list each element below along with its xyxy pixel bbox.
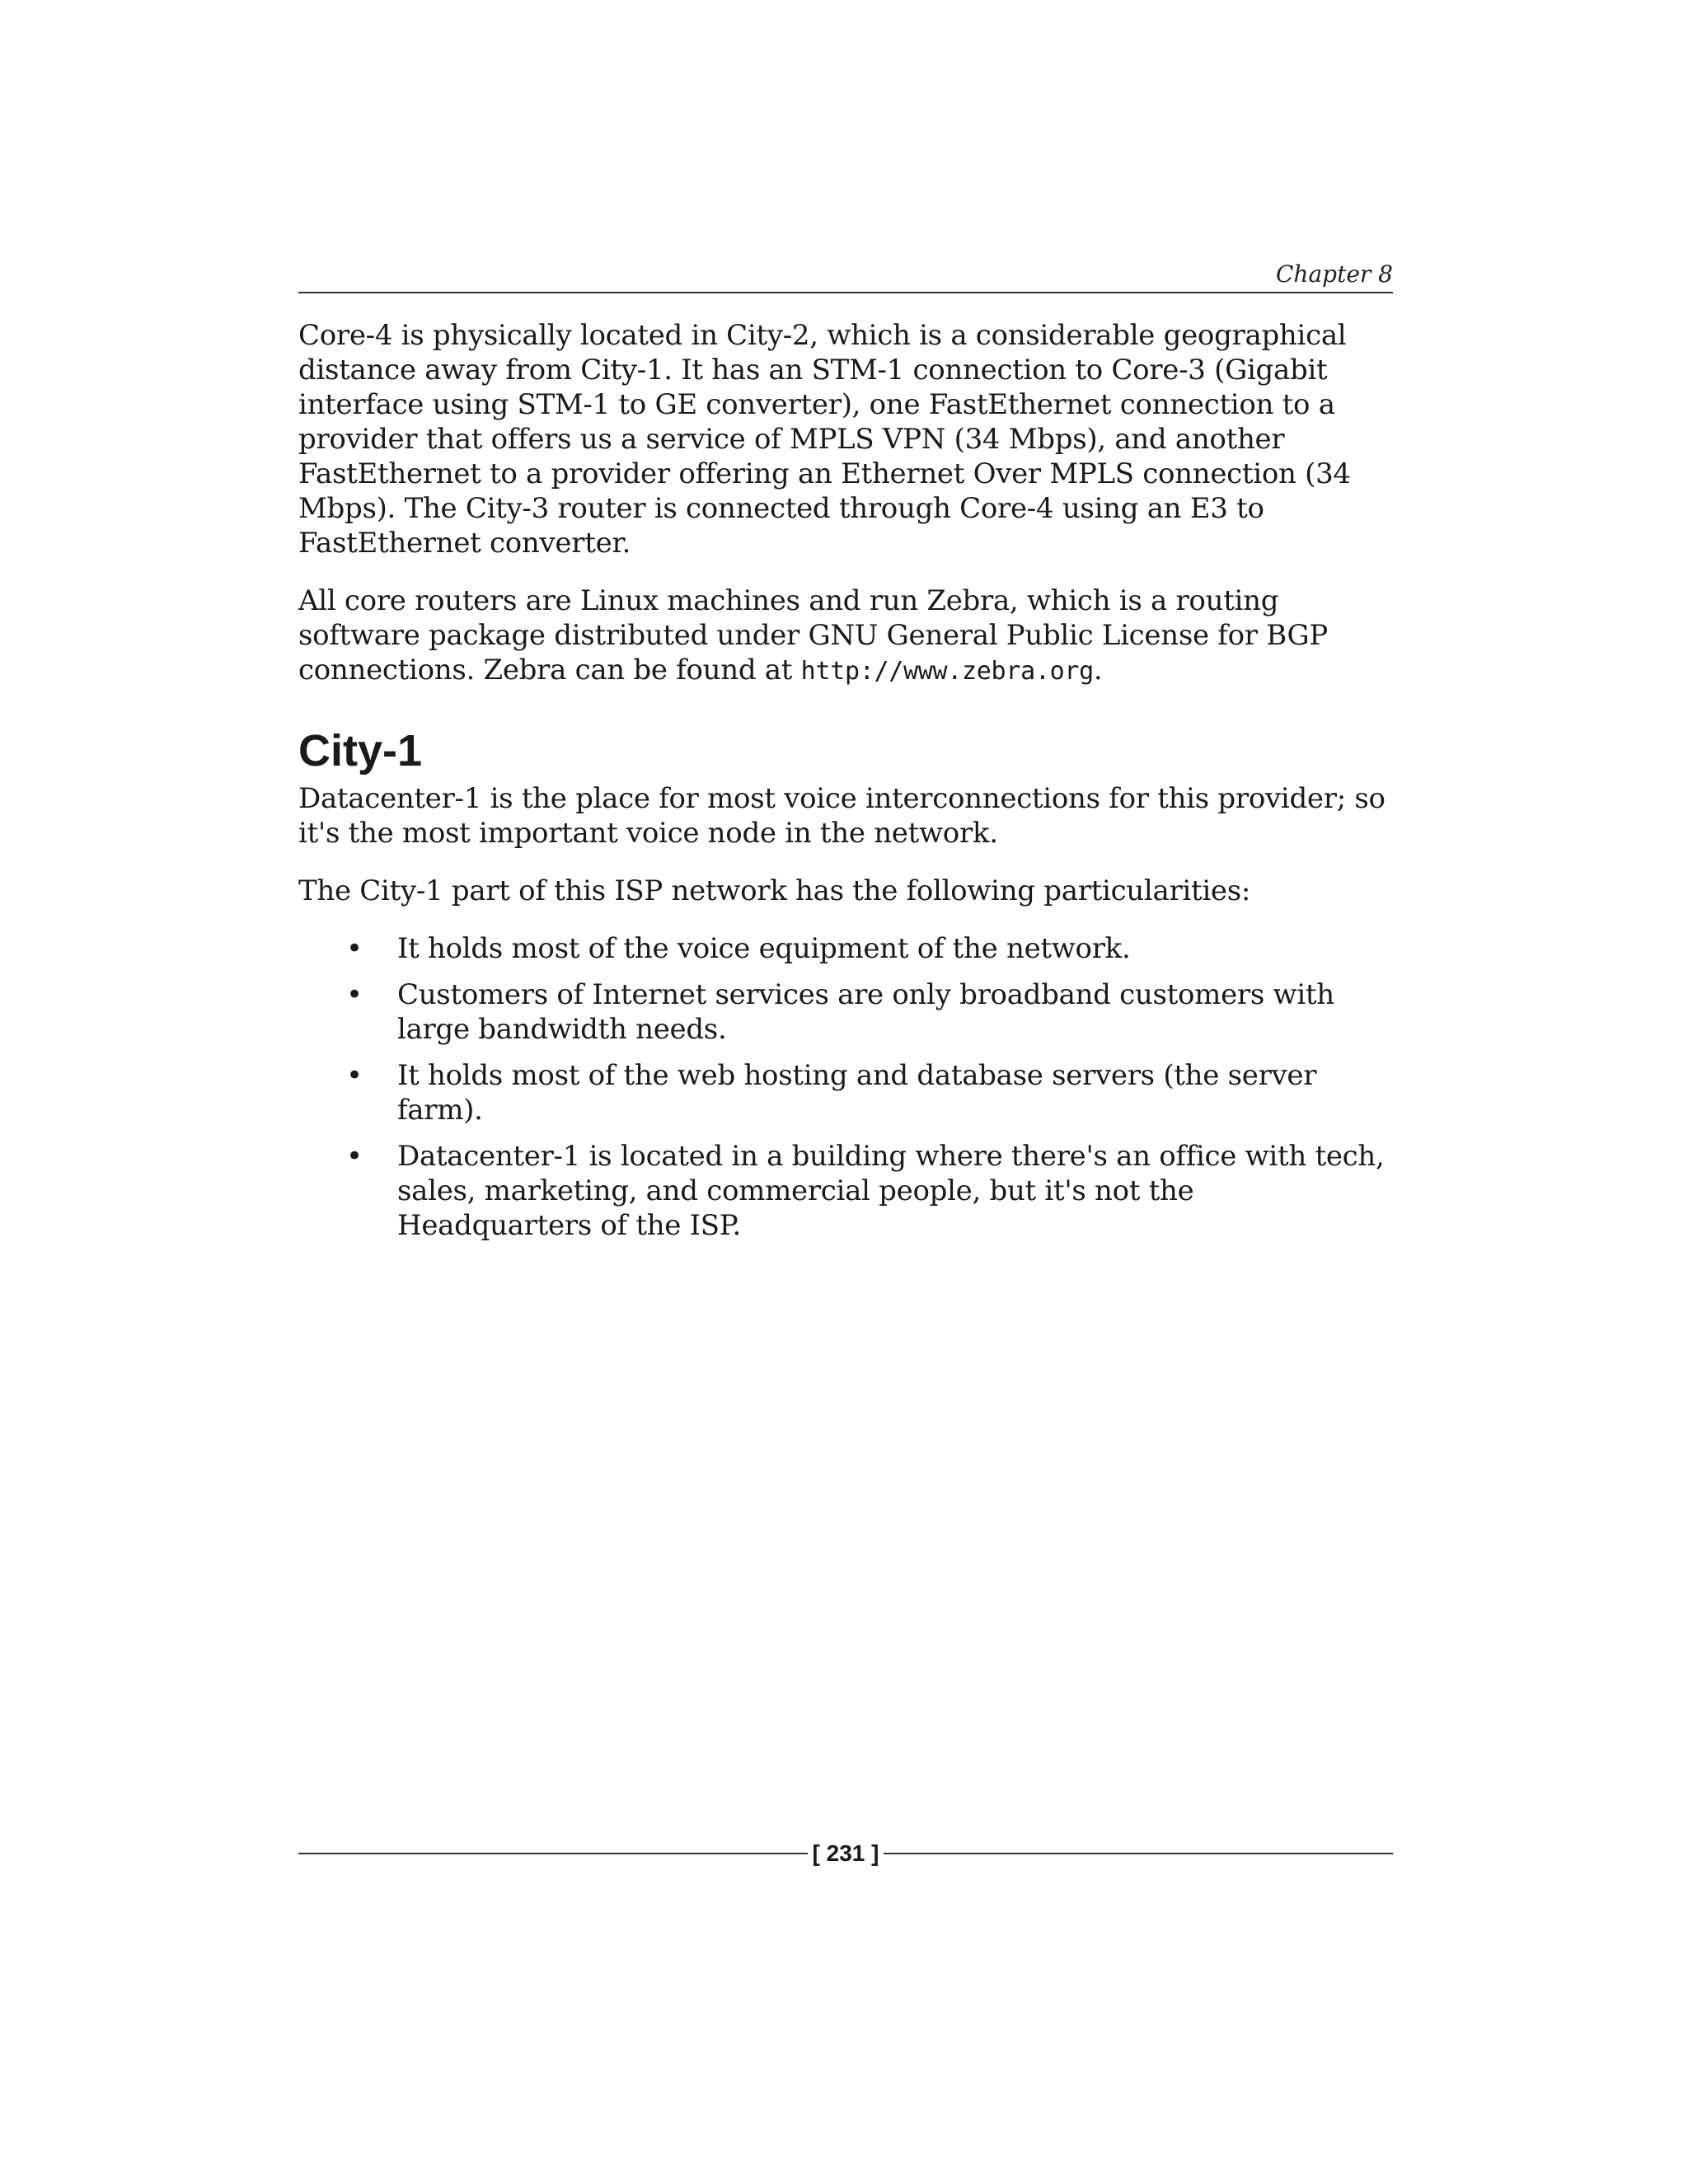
list-item [346,1058,1393,1127]
bullet-icon: • [346,1059,363,1092]
page-footer [298,1840,1393,1868]
paragraph-zebra-end: . [1093,654,1103,687]
body-text [298,318,1393,1254]
section-heading-city-1: City-1 [298,726,423,776]
footer-rule-left [298,1853,808,1854]
page-number: [ 231 ] [812,1840,879,1866]
running-head-chapter: Chapter 8 [1276,260,1393,288]
footer-rule-right [884,1853,1393,1854]
bullet-icon: • [346,978,363,1011]
list-item-text: Datacenter-1 is located in a building where there's an office with tech, sales, marketing, and commercial people, but it's not the Headquarters of the ISP. [397,1140,1385,1242]
list-item [346,977,1393,1047]
paragraph-datacenter-1: Datacenter-1 is the place for most voice interconnections for this provider; so it's the most important voice node in the network. [298,782,1386,850]
list-item [346,1139,1393,1243]
header-rule [298,292,1393,293]
zebra-url-link[interactable]: http://www.zebra.org [800,657,1094,686]
bullet-icon: • [346,932,363,965]
paragraph-core4: Core-4 is physically located in City-2, which is a considerable geographical distance away from City-1. It has an STM-1 connection to Core-3 (Gigabit interface using STM-1 to GE converter), one FastEthernet connection to a provider that offers us a service of MPLS VPN (34 Mbps), and another FastEthernet to a provider offering an Ethernet Over MPLS connection (34 Mbps). The City-3 router is connected through Core-4 using an E3 to FastEthernet converter. [298,319,1351,560]
list-item-text: It holds most of the voice equipment of the network. [397,932,1131,965]
paragraph-zebra [298,583,1393,689]
list-item-text: It holds most of the web hosting and database servers (the server farm). [397,1059,1317,1127]
list-item-text: Customers of Internet services are only broadband customers with large bandwidth needs. [397,978,1334,1046]
particularities-list [298,931,1393,1243]
bullet-icon: • [346,1140,363,1173]
list-item [346,931,1393,966]
paragraph-particularities-intro: The City-1 part of this ISP network has the following particularities: [298,874,1251,907]
book-page [298,0,1393,2184]
paragraph-zebra-text: All core routers are Linux machines and run Zebra, which is a routing software package distributed under GNU General Public License for BGP connections. Zebra can be found at [298,584,1328,687]
